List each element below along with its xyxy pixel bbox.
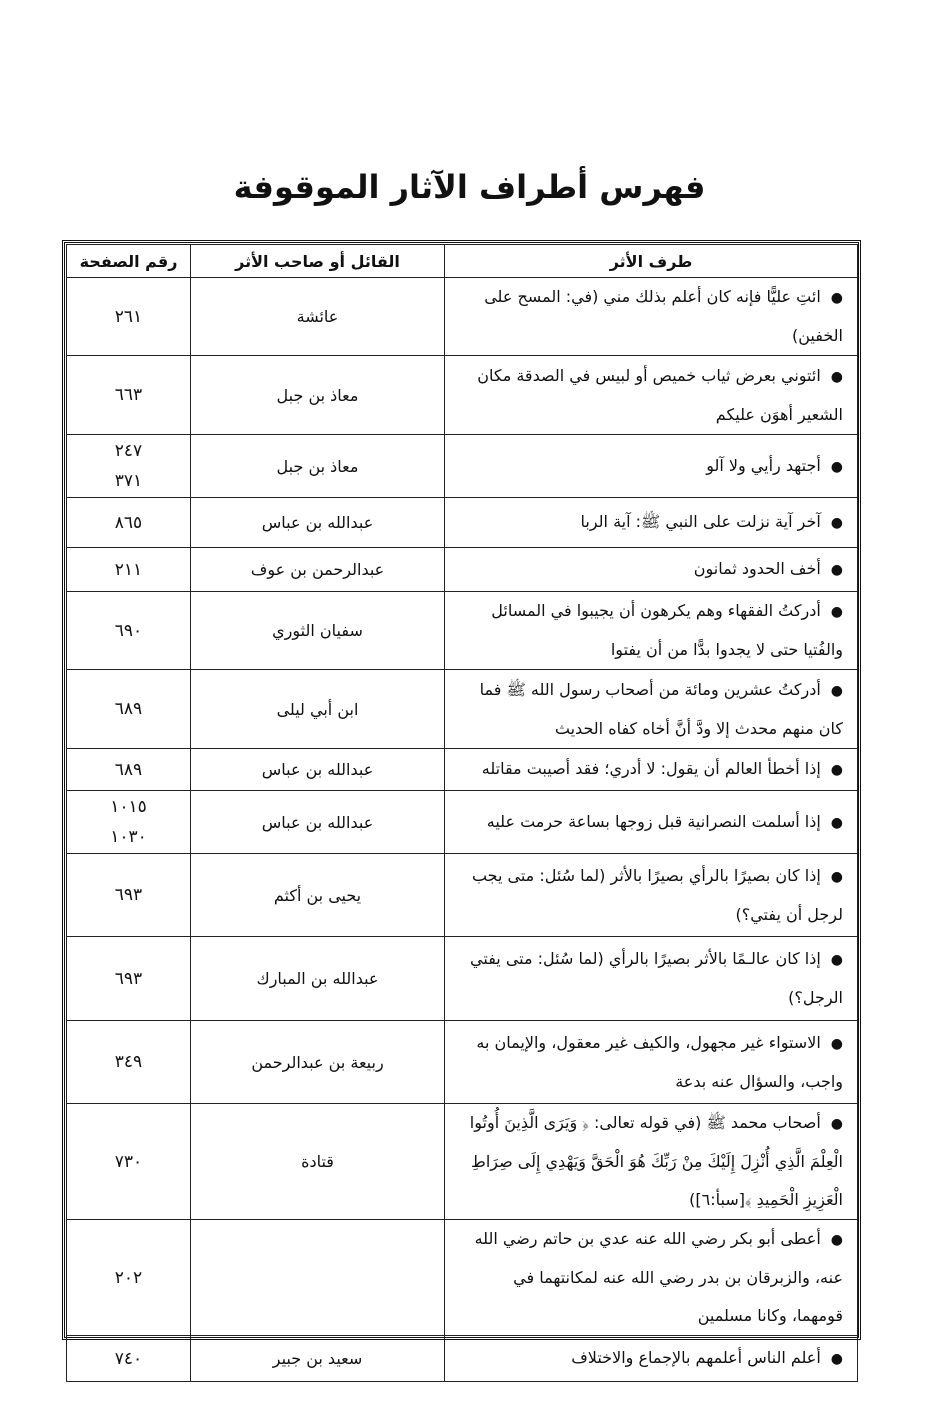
row-text-cell: [445, 1104, 858, 1220]
page-number: ٧٤٠: [114, 1348, 143, 1369]
row-text: أدركتُ الفقهاء وهم يكرهون أن يجيبوا في المسائل والفُتيا حتى لا يجدوا بدًّا من أن يفتوا: [491, 601, 843, 659]
row-pages: [67, 1220, 191, 1336]
row-text-cell: [445, 937, 858, 1021]
index-table: [66, 244, 858, 1382]
row-text: أدركتُ عشرين ومائة من أصحاب رسول الله ﷺ فما كان منهم محدث إلا ودَّ أنَّ أخاه كفاه الحديث: [479, 679, 843, 738]
row-text: أعلم الناس أعلمهم بالإجماع والاختلاف: [571, 1348, 821, 1367]
bullet-icon: ●: [830, 682, 843, 699]
row-pages: [67, 670, 191, 749]
row-speaker: معاذ بن جبل: [191, 435, 445, 498]
table-row: [67, 854, 858, 937]
row-speaker: سعيد بن جبير: [191, 1336, 445, 1382]
page-number: ٣٤٩: [114, 1052, 143, 1072]
row-pages: [67, 498, 191, 548]
bullet-icon: ●: [830, 952, 843, 968]
row-speaker: عبدالله بن المبارك: [191, 937, 445, 1021]
row-speaker: عبدالله بن عباس: [191, 791, 445, 854]
header-row: [67, 245, 858, 278]
bullet-icon: ●: [830, 1232, 843, 1248]
table-row: [67, 1220, 858, 1336]
page-number: ٦٩٣: [114, 968, 143, 989]
table-row: [67, 749, 858, 791]
bullet-icon: ●: [830, 604, 843, 620]
page-number: ١٠٣٠: [110, 827, 147, 847]
row-speaker: ربيعة بن عبدالرحمن: [191, 1021, 445, 1104]
row-text: إذا كان بصيرًا بالرأي بصيرًا بالأثر (لما سُئل: متى يجب لرجل أن يفتي؟): [471, 865, 843, 924]
page-number: ٢٠٢: [114, 1267, 143, 1288]
table-row: [67, 548, 858, 592]
row-speaker: [191, 1220, 445, 1336]
row-text-cell: [445, 1336, 858, 1382]
row-pages: [67, 435, 191, 498]
header-page: رقم الصفحة: [67, 245, 191, 278]
page-number: ٢٤٧: [114, 441, 143, 461]
table-row: [67, 435, 858, 498]
bullet-icon: ●: [830, 368, 843, 385]
row-text-cell: [445, 498, 858, 548]
bullet-icon: ●: [830, 1035, 843, 1052]
table-row: [67, 1021, 858, 1104]
bullet-icon: ●: [830, 562, 843, 578]
table-row: [67, 791, 858, 854]
row-speaker: ابن أبي ليلى: [191, 670, 445, 749]
row-text: الاستواء غير مجهول، والكيف غير معقول، والإيمان به واجب، والسؤال عنه بدعة: [476, 1032, 843, 1091]
row-pages: [67, 356, 191, 435]
row-pages: [67, 937, 191, 1021]
page-number: ٧٣٠: [114, 1151, 143, 1172]
row-text: أعطى أبو بكر رضي الله عنه عدي بن حاتم رضي الله عنه، والزبرقان بن بدر رضي الله عنه لمكانتهما في قومهما، وكانا مسلمين: [474, 1229, 843, 1325]
row-pages: [67, 592, 191, 670]
page-number: ٦٩٣: [114, 885, 143, 905]
bullet-icon: ●: [830, 458, 843, 475]
page-number: ٦٨٩: [114, 759, 143, 780]
row-pages: [67, 1021, 191, 1104]
row-text-cell: [445, 749, 858, 791]
row-pages: [67, 548, 191, 592]
table-row: [67, 592, 858, 670]
page-number: ٦٩٠: [114, 620, 143, 641]
row-pages: [67, 854, 191, 937]
page-number: ٢٦١: [114, 306, 143, 327]
bullet-icon: ●: [830, 762, 843, 778]
row-text-cell: [445, 854, 858, 937]
page-number: ٢١١: [114, 559, 143, 580]
bullet-icon: ●: [830, 290, 843, 306]
row-text: آخر آية نزلت على النبي ﷺ: آية الربا: [580, 512, 821, 531]
row-speaker: سفيان الثوري: [191, 592, 445, 670]
header-text: طرف الأثر: [445, 245, 858, 278]
page-number: ٦٦٣: [114, 385, 143, 405]
row-speaker: عبدالرحمن بن عوف: [191, 548, 445, 592]
page-number: ٣٧١: [114, 471, 143, 491]
table-row: [67, 498, 858, 548]
bullet-icon: ●: [830, 814, 843, 831]
bullet-icon: ●: [830, 868, 843, 885]
row-pages: [67, 1336, 191, 1382]
row-text: إذا أخطأ العالم أن يقول: لا أدري؛ فقد أصيبت مقاتله: [481, 759, 821, 778]
table-row: [67, 1336, 858, 1382]
row-pages: [67, 749, 191, 791]
bullet-icon: ●: [830, 1351, 843, 1367]
row-pages: [67, 1104, 191, 1220]
row-text: ائتوني بعرض ثياب خميص أو لبيس في الصدقة مكان الشعير أهوَن عليكم: [477, 365, 843, 424]
row-text: إذا أسلمت النصرانية قبل زوجها بساعة حرمت عليه: [486, 811, 821, 831]
row-text-cell: [445, 435, 858, 498]
row-speaker: عائشة: [191, 278, 445, 356]
row-text-cell: [445, 670, 858, 749]
table-row: [67, 937, 858, 1021]
page-number: ٨٦٥: [114, 512, 143, 533]
bullet-icon: ●: [830, 515, 843, 531]
row-pages: [67, 278, 191, 356]
header-speaker: القائل أو صاحب الأثر: [191, 245, 445, 278]
row-text-cell: [445, 1220, 858, 1336]
row-text-cell: [445, 278, 858, 356]
row-text-cell: [445, 791, 858, 854]
row-text: ائتِ عليًّا فإنه كان أعلم بذلك مني (في: المسح على الخفين): [484, 287, 843, 345]
page-title: فهرس أطراف الآثار الموقوفة: [233, 168, 706, 206]
row-speaker: يحيى بن أكثم: [191, 854, 445, 937]
row-text-cell: [445, 1021, 858, 1104]
row-speaker: قتادة: [191, 1104, 445, 1220]
bullet-icon: ●: [830, 1116, 843, 1132]
page-number: ٦٨٩: [114, 699, 143, 719]
table-row: [67, 278, 858, 356]
row-speaker: معاذ بن جبل: [191, 356, 445, 435]
row-text: إذا كان عالـمًا بالأثر بصيرًا بالرأي (لما سُئل: متى يفتي الرجل؟): [470, 949, 843, 1007]
table-row: [67, 1104, 858, 1220]
row-speaker: عبدالله بن عباس: [191, 498, 445, 548]
table-row: [67, 356, 858, 435]
row-speaker: عبدالله بن عباس: [191, 749, 445, 791]
row-text-cell: [445, 356, 858, 435]
table-row: [67, 670, 858, 749]
row-text-cell: [445, 548, 858, 592]
row-text-cell: [445, 592, 858, 670]
row-pages: [67, 791, 191, 854]
row-text: أجتهد رأيي ولا آلو: [706, 455, 821, 475]
row-text: أصحاب محمد ﷺ (في قوله تعالى: ﴿ وَيَرَى الَّذِينَ أُوتُوا الْعِلْمَ الَّذِي أُنْزِلَ إِلَيْكَ مِنْ رَبِّكَ هُوَ الْحَقَّ وَيَهْدِي إِلَى صِرَاطِ الْعَزِيزِ الْحَمِيدِ ﴾[سبأ:٦]): [469, 1113, 843, 1209]
page-number: ١٠١٥: [110, 797, 147, 817]
row-text: أخف الحدود ثمانون: [693, 559, 821, 578]
